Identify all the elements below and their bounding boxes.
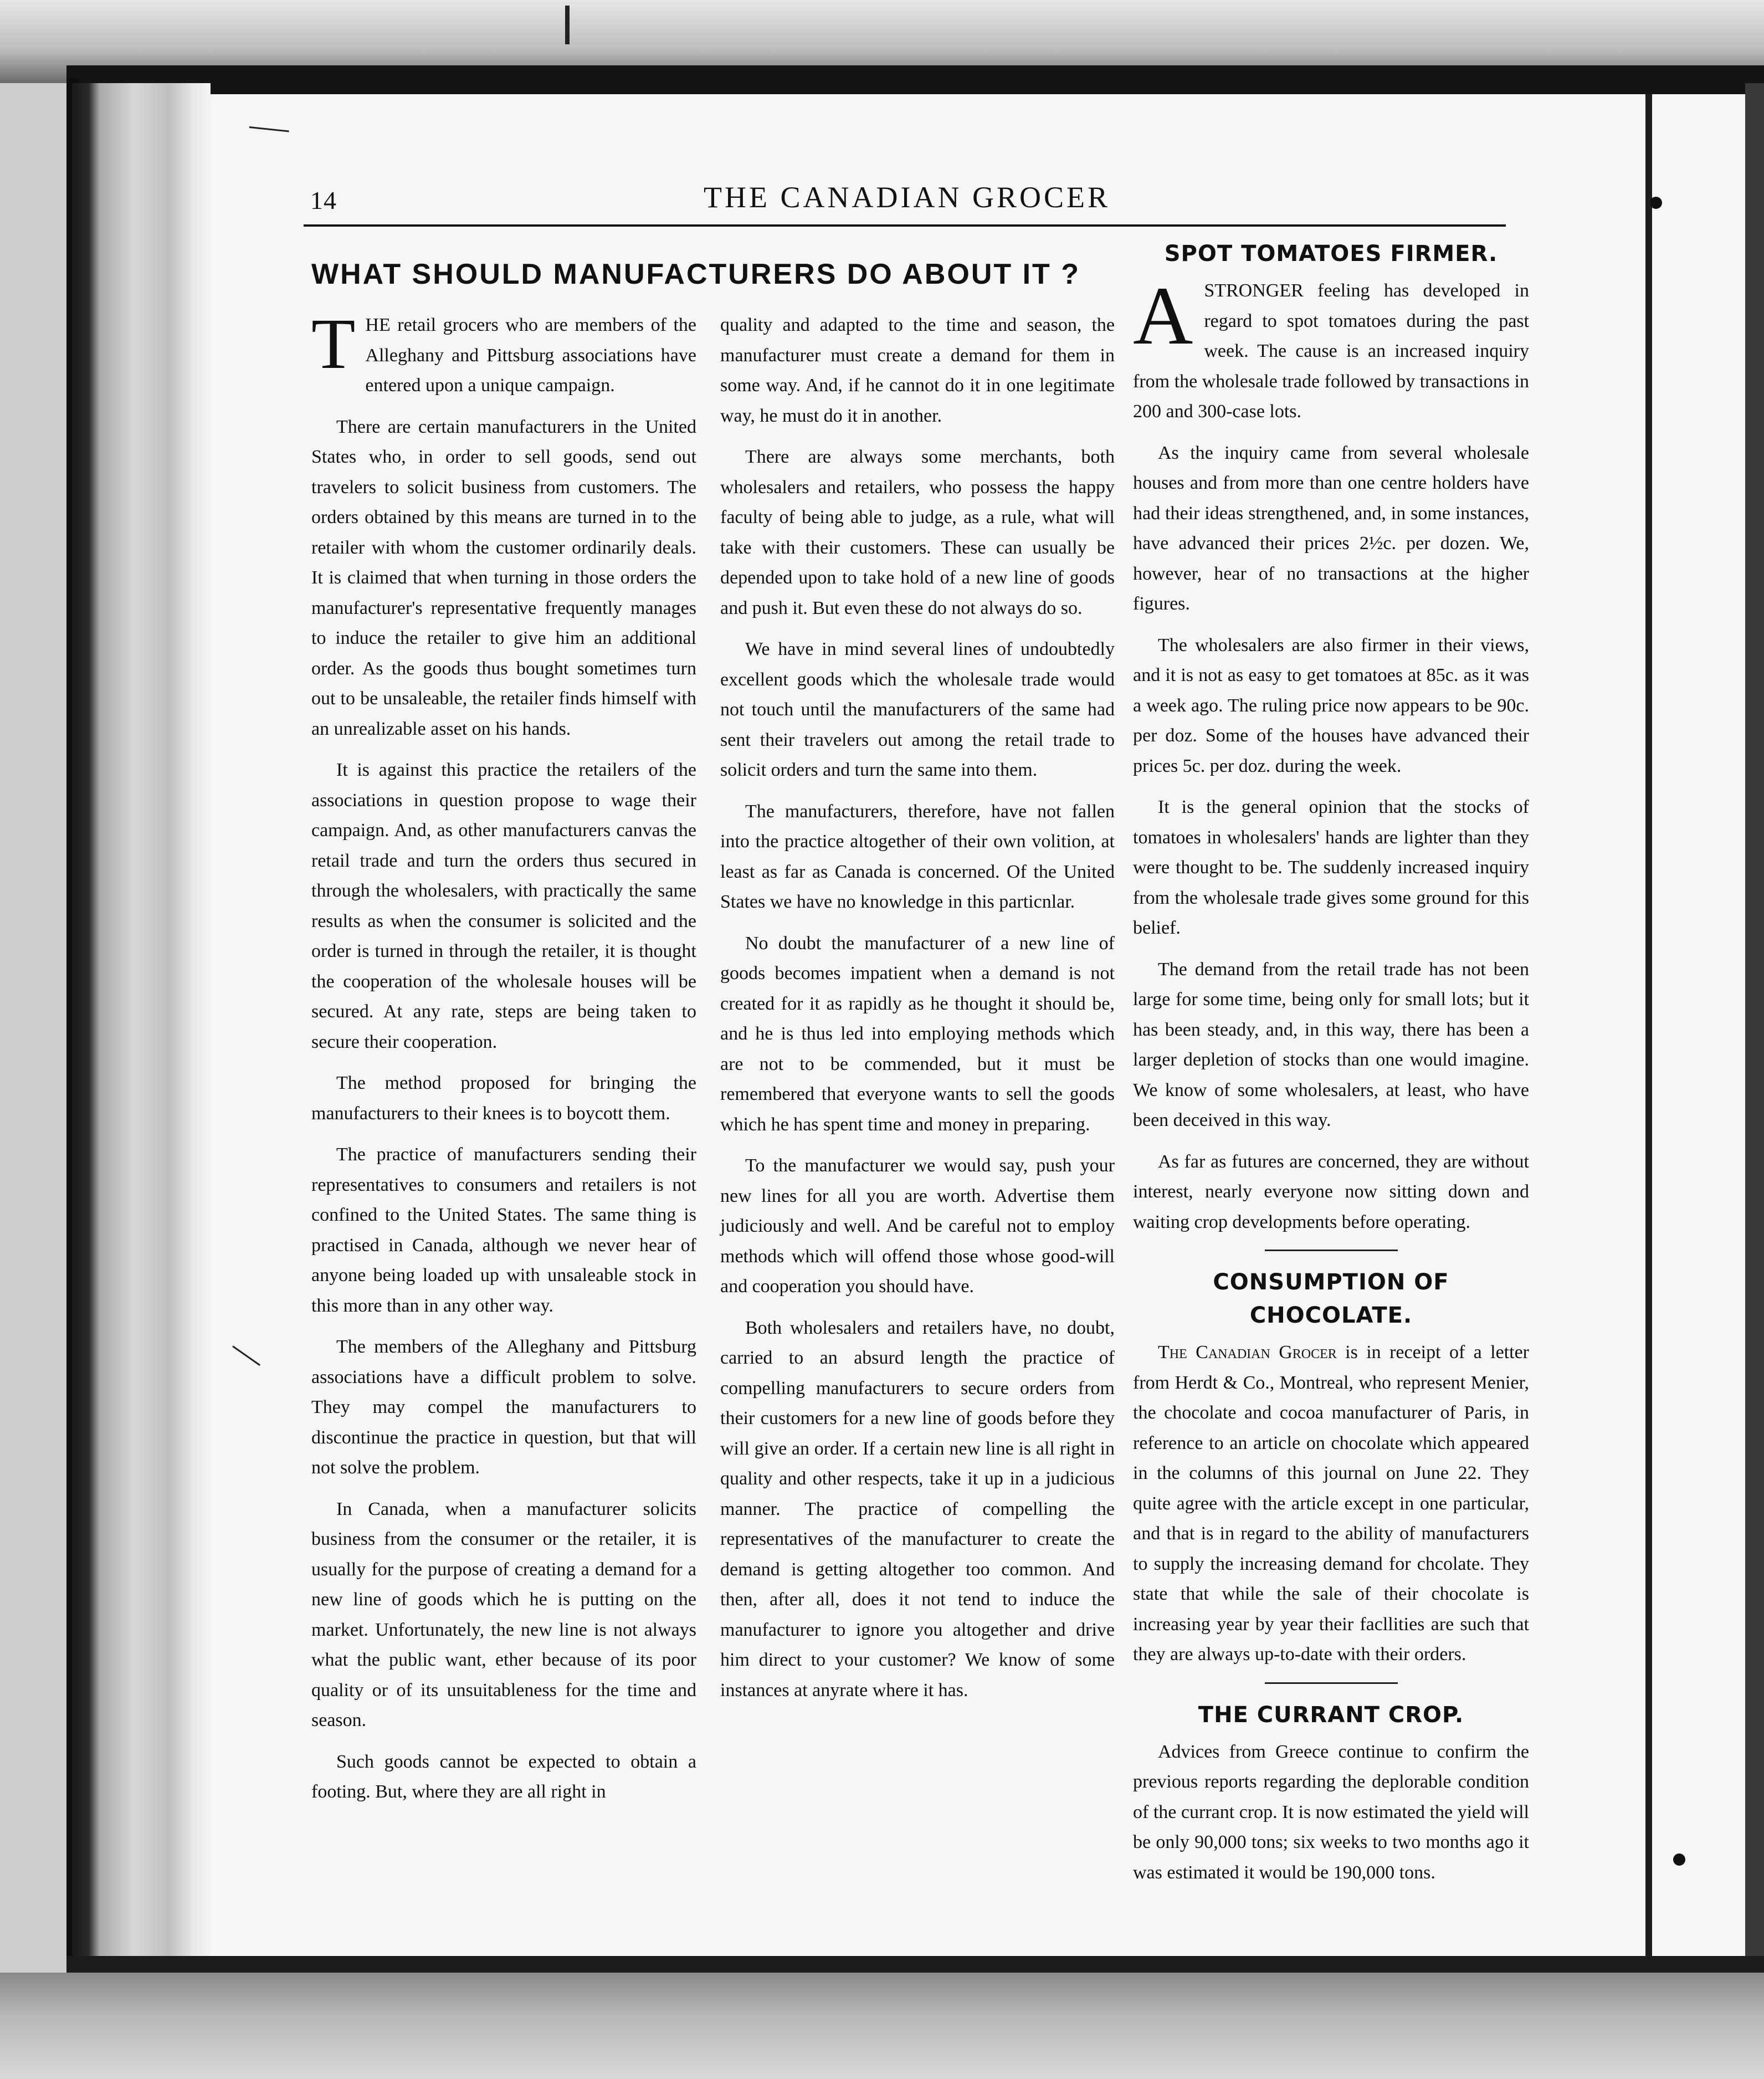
chocolate-heading: CONSUMPTION OF CHOCOLATE. [1213, 1269, 1449, 1328]
article-column-3 [1133, 237, 1529, 1899]
article-column-1 [311, 304, 696, 1819]
tomatoes-paragraph: As far as futures are concerned, they are without interest, nearly everyone now sitting down and waiting crop developments before operating. [1133, 1151, 1529, 1232]
tomatoes-paragraph: It is the general opinion that the stocks of tomatoes in wholesalers' hands are lighter than they were thought to be. The suddenly increased inquiry from the wholesale trade gives some ground for this belief. [1133, 797, 1529, 938]
main-paragraph: Both wholesalers and retailers have, no doubt, carried to an absurd length the practice of compelling manufacturers to secure orders from their customers for a new line of goods before they will give an order. If a certain new line is all right in quality and other respects, take it up in a judicious manner. The practice of compelling the representatives of the manufacturer to create the demand is getting altogether too common. And then, after all, does it not tend to induce the manufacturer to ignore you altogether and drive him direct to your customer? We know of some instances at anyrate where it has. [720, 1317, 1115, 1701]
scan-frame-right [1745, 83, 1764, 1967]
book-binding [72, 83, 211, 1973]
main-paragraph: The manufacturers, therefore, have not fallen into the practice altogether of their own volition, at least as far as Canada is concerned. Of the United States we have no knowledge in this particnlar. [720, 801, 1115, 912]
tomatoes-heading: SPOT TOMATOES FIRMER. [1164, 241, 1498, 267]
main-paragraph: It is against this practice the retailers of the associations in question propose to wage their campaign. And, as other manufacturers canvas the retail trade and turn the orders thus secured in through the wholesalers, with practically the same results as when the consumer is solicited and the order is turned in through the retailer, it is thought the cooperation of the wholesale houses will be secured. At any rate, steps are being taken to secure their cooperation. [311, 760, 696, 1052]
tomatoes-drop-cap: A [1133, 270, 1193, 362]
main-paragraph: Such goods cannot be expected to obtain a footing. But, where they are all right in [311, 1751, 696, 1802]
chocolate-paragraph: The Canadian Grocer is in receipt of a letter from Herdt & Co., Montreal, who represent Menier, the chocolate and cocoa manufacturer of Paris, in reference to an article on chocolate which appeared in the columns of this journal on June 22. They quite agree with the article except in one particular, and that is in regard to the ability of manufacturers to supply the increasing demand for chcolate. They state that while the sale of their chocolate is increasing year by year their facllities are such that they are always up-to-date with their orders. [1133, 1342, 1529, 1665]
page-right-edge [1645, 94, 1652, 1956]
section-divider [1265, 1682, 1398, 1684]
currant-heading: THE CURRANT CROP. [1198, 1702, 1464, 1728]
tomatoes-paragraph: As the inquiry came from several wholesale houses and from more than one centre holders have had their ideas strengthened, and, in some instances, have advanced their prices 2½c. per dozen. We, however, hear of no transactions at the higher figures. [1133, 442, 1529, 614]
main-paragraph: To the manufacturer we would say, push your new lines for all you are worth. Advertise them judiciously and well. And be careful not to employ methods which will offend those whose good-will and cooperation you should have. [720, 1155, 1115, 1297]
main-paragraph: quality and adapted to the time and season, the manufacturer must create a demand for them in some way. And, if he cannot do it in one legitimate way, he must do it in another. [720, 315, 1115, 426]
main-paragraph: No doubt the manufacturer of a new line of goods becomes impatient when a demand is not created for it as rapidly as he thought it should be, and he is thus led into employing methods which are not to be commended, but it must be remembered that everyone wants to sell the goods which he has spent time and money in preparing. [720, 933, 1115, 1135]
running-head: THE CANADIAN GROCER [704, 181, 1110, 214]
main-paragraph: The members of the Alleghany and Pittsburg associations have a difficult problem to solve. They may compel the manufacturers to discontinue the practice in question, but that will not solve the problem. [311, 1336, 696, 1478]
tomatoes-first-paragraph: ASTRONGER feeling has developed in regard to spot tomatoes during the past week. The cause is an increased inquiry from the wholesale trade followed by transactions in 200 and 300-case lots. [1133, 270, 1529, 422]
main-paragraph: The practice of manufacturers sending their representatives to consumers and retailers is not confined to the United States. The same thing is practised in Canada, although we never hear of anyone being loaded up with unsaleable stock in this more than in any other way. [311, 1144, 696, 1316]
page-number: 14 [310, 186, 337, 214]
main-paragraph: There are always some merchants, both wholesalers and retailers, who possess the happy faculty of being able to judge, as a rule, what will take with their customers. These can usually be depended upon to take hold of a new line of goods and push it. But even these do not always do so. [720, 447, 1115, 618]
scan-frame-top [66, 65, 1764, 94]
section-divider [1265, 1250, 1398, 1251]
scan-speck [1673, 1853, 1685, 1866]
main-paragraph: In Canada, when a manufacturer solicits business from the consumer or the retailer, it is usually for the purpose of creating a demand for a new line of goods which he is putting on the market. Unfortunately, the new line is not always what the public want, ether because of its poor quality or of its unsuitableness for the time and season. [311, 1498, 696, 1730]
tomatoes-paragraph: The wholesalers are also firmer in their views, and it is not as easy to get tomatoes at 85c. as it was a week ago. The ruling price now appears to be 90c. per doz. Some of the houses have advanced their prices 5c. per doz. during the week. [1133, 634, 1529, 776]
main-paragraph: We have in mind several lines of undoubtedly excellent goods which the wholesale trade would not touch until the manufacturers of the same had sent their travelers out among the retail trade to solicit orders and turn the same into them. [720, 639, 1115, 780]
main-first-paragraph: THE retail grocers who are members of the Alleghany and Pittsburg associations have entered upon a unique campaign. [311, 304, 696, 396]
main-paragraph: The method proposed for bringing the manufacturers to their knees is to boycott them. [311, 1073, 696, 1124]
scan-background-bottom [0, 1973, 1764, 2079]
scan-mark [565, 6, 570, 44]
main-paragraph: There are certain manufacturers in the United States who, in order to sell goods, send out travelers to solicit business from customers. The orders obtained by this means are turned in to the retailer with whom the customer ordinarily deals. It is claimed that when turning in those orders the manufacturer's representative frequently manages to induce the retailer to give him an additional order. As the goods thus bought sometimes turn out to be unsaleable, the retailer finds himself with an unrealizable asset on his hands. [311, 416, 696, 739]
article-column-2 [720, 310, 1115, 1717]
main-article-title: WHAT SHOULD MANUFACTURERS DO ABOUT IT ? [311, 258, 1081, 290]
currant-paragraph: Advices from Greece continue to confirm the previous reports regarding the deplorable condition of the currant crop. It is now estimated the yield will be only 90,000 tons; six weeks to two months ago it was estimated it would be 190,000 tons. [1133, 1741, 1529, 1883]
tomatoes-paragraph: The demand from the retail trade has not been large for some time, being only for small lots; but it has been steady, and, in this way, there has been a larger depletion of stocks than one would imagine. We know of some wholesalers, at least, who have been deceived in this way. [1133, 959, 1529, 1130]
main-drop-cap: T [311, 304, 356, 384]
scan-speck [1650, 197, 1662, 209]
header-rule [304, 224, 1506, 227]
